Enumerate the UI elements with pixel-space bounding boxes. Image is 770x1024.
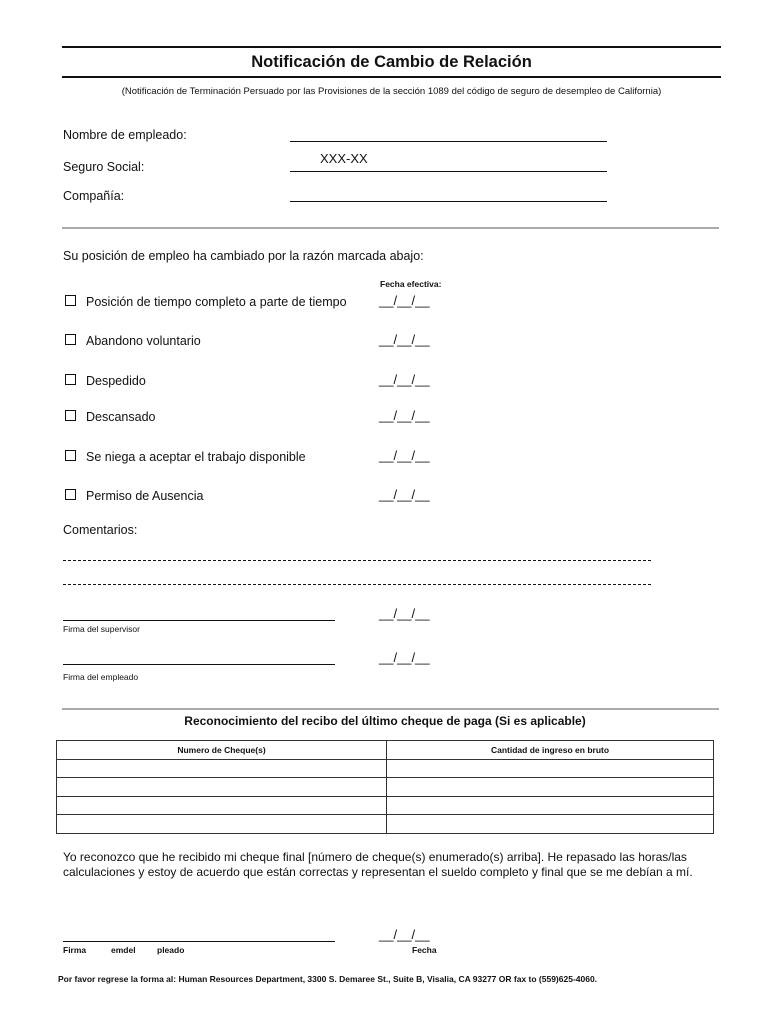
table-header-row	[57, 741, 714, 760]
comments-label: Comentarios:	[63, 523, 138, 537]
reason-label: Abandono voluntario	[86, 334, 201, 348]
comments-line[interactable]	[63, 560, 651, 561]
gross-amount-cell[interactable]	[387, 796, 714, 815]
final-signature-label-1: Firma	[63, 945, 87, 955]
gross-amount-cell[interactable]	[387, 778, 714, 797]
employee-date-field[interactable]: __/__/__	[379, 650, 430, 665]
effective-date-field[interactable]: __/__/__	[379, 332, 430, 347]
final-signature-label-2: emdel	[111, 945, 136, 955]
comments-line[interactable]	[63, 584, 651, 585]
final-employee-signature-field[interactable]	[63, 941, 335, 942]
paycheck-table	[56, 740, 714, 834]
effective-date-field[interactable]: __/__/__	[379, 293, 430, 308]
final-signature-label-3: pleado	[157, 945, 185, 955]
table-row	[57, 778, 714, 797]
checkbox-leave-of-absence[interactable]	[65, 489, 76, 500]
checkbox-discharged[interactable]	[65, 374, 76, 385]
effective-date-field[interactable]: __/__/__	[379, 448, 430, 463]
top-rule	[62, 46, 721, 48]
table-row	[57, 815, 714, 834]
check-number-cell[interactable]	[57, 815, 387, 834]
final-date-label: Fecha	[412, 945, 437, 955]
effective-date-field[interactable]: __/__/__	[379, 408, 430, 423]
ssn-value: XXX-XX	[320, 151, 368, 166]
check-number-cell[interactable]	[57, 778, 387, 797]
column-header: Cantidad de ingreso en bruto	[387, 741, 714, 760]
section-divider	[62, 227, 719, 229]
title-rule	[62, 76, 721, 78]
employee-signature-label: Firma del empleado	[63, 672, 139, 682]
effective-date-label: Fecha efectiva:	[380, 279, 442, 289]
checkbox-laid-off[interactable]	[65, 410, 76, 421]
reason-label: Descansado	[86, 410, 156, 424]
employee-name-field[interactable]	[290, 141, 607, 142]
reason-label: Posición de tiempo completo a parte de tiempo	[86, 295, 347, 309]
acknowledgement-text: Yo reconozco que he recibido mi cheque final [número de cheque(s) enumerado(s) arriba]. He repasado las horas/las calculaciones y estoy de acuerdo que están correctas y representan el sueldo completo y final que se me debían a mí.	[63, 850, 693, 879]
check-number-cell[interactable]	[57, 796, 387, 815]
return-instructions: Por favor regrese la forma al: Human Resources Department, 3300 S. Demaree St., Suite B, Visalia, CA 93277 OR fax to (559)625-4060.	[58, 974, 598, 984]
reason-label: Despedido	[86, 374, 146, 388]
employee-name-label: Nombre de empleado:	[63, 128, 187, 142]
receipt-heading: Reconocimiento del recibo del último cheque de paga (Si es aplicable)	[184, 714, 586, 728]
effective-date-field[interactable]: __/__/__	[379, 372, 430, 387]
column-header: Numero de Cheque(s)	[57, 741, 387, 760]
ssn-label: Seguro Social:	[63, 160, 145, 174]
check-number-cell[interactable]	[57, 759, 387, 778]
checkbox-refuses-work[interactable]	[65, 450, 76, 461]
section-divider	[62, 708, 719, 710]
page-title: Notificación de Cambio de Relación	[251, 53, 532, 71]
company-label: Compañía:	[63, 189, 125, 203]
final-date-field[interactable]: __/__/__	[379, 927, 430, 942]
gross-amount-cell[interactable]	[387, 815, 714, 834]
reason-label: Se niega a aceptar el trabajo disponible	[86, 450, 306, 464]
company-field[interactable]	[290, 201, 607, 202]
effective-date-field[interactable]: __/__/__	[379, 487, 430, 502]
checkbox-full-to-part-time[interactable]	[65, 295, 76, 306]
reason-label: Permiso de Ausencia	[86, 489, 204, 503]
page-subtitle: (Notificación de Terminación Persuado por las Provisiones de la sección 1089 del código de seguro de desempleo de California)	[121, 86, 662, 97]
supervisor-date-field[interactable]: __/__/__	[379, 606, 430, 621]
table-row	[57, 796, 714, 815]
table-row	[57, 759, 714, 778]
supervisor-signature-label: Firma del supervisor	[63, 624, 140, 634]
reason-intro: Su posición de empleo ha cambiado por la razón marcada abajo:	[63, 249, 424, 263]
supervisor-signature-field[interactable]	[63, 620, 335, 621]
gross-amount-cell[interactable]	[387, 759, 714, 778]
ssn-field[interactable]	[290, 171, 607, 172]
employee-signature-field[interactable]	[63, 664, 335, 665]
checkbox-voluntary-quit[interactable]	[65, 334, 76, 345]
